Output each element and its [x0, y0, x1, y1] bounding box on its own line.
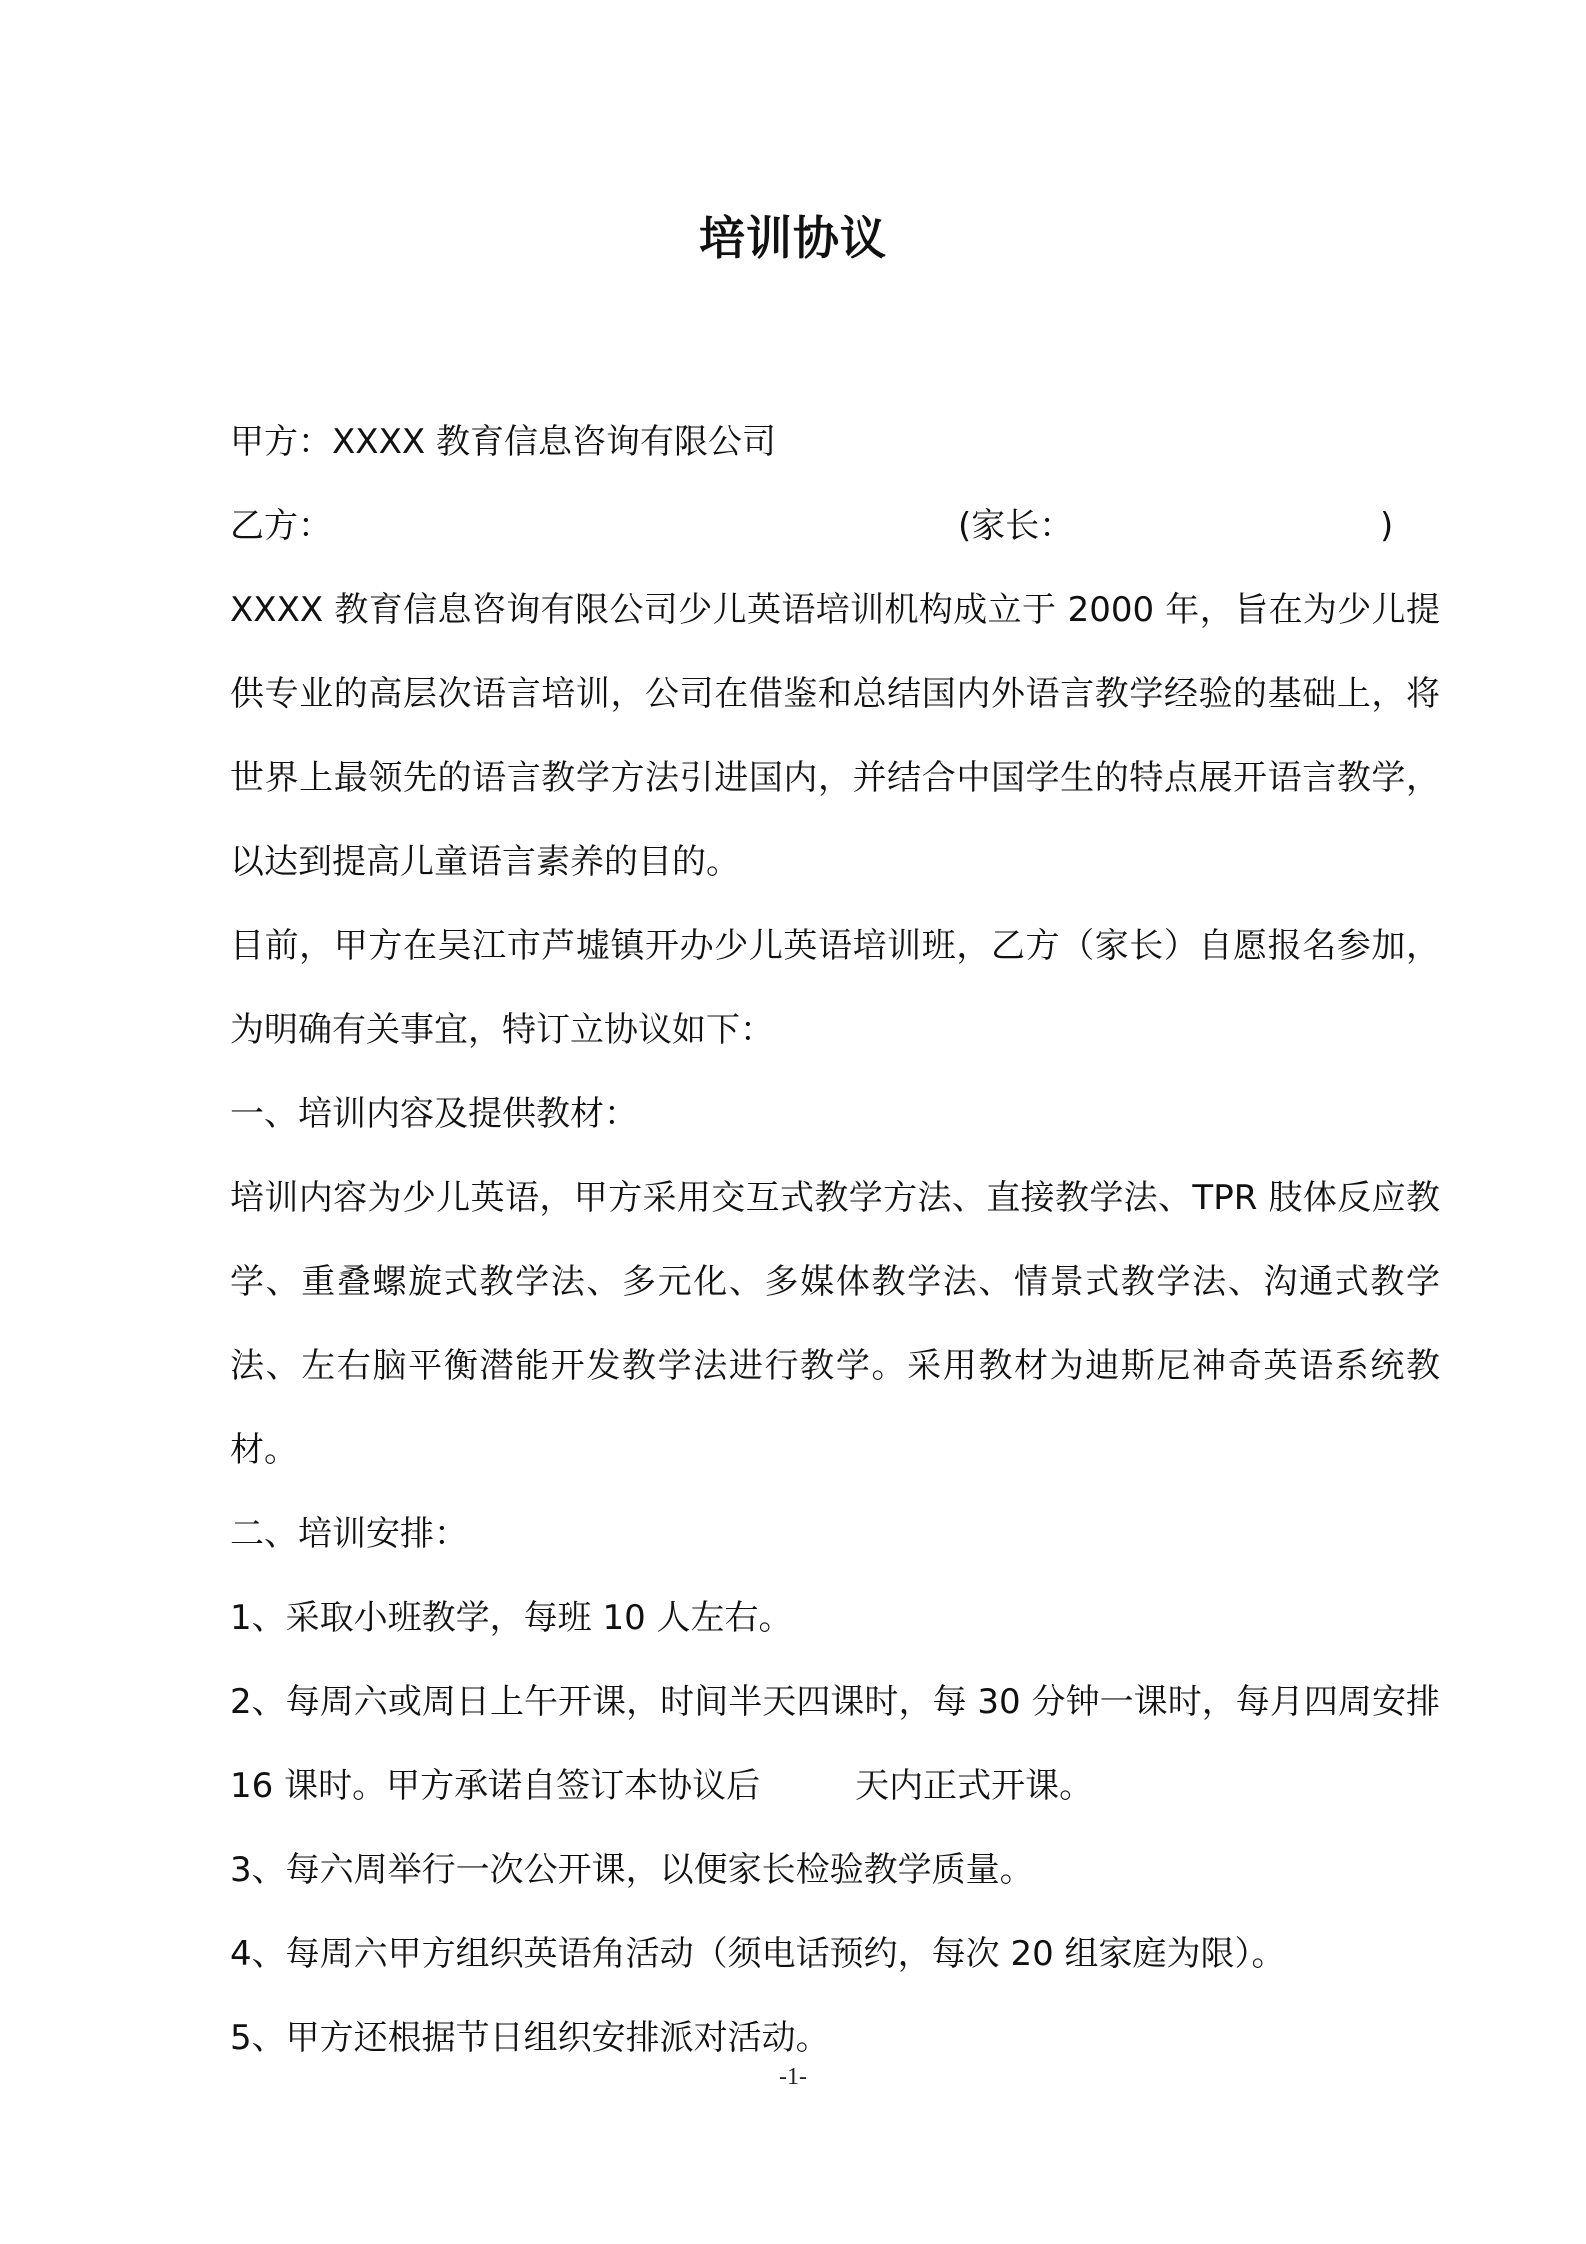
section-2-item-3: 3、每六周举行一次公开课，以便家长检验教学质量。 — [230, 1850, 1034, 1890]
intro-paragraph: XXXX 教育信息咨询有限公司少儿英语培训机构成立于 2000 年，旨在为少儿提供专业的高层次语言培训，公司在借鉴和总结国内外语言教学经验的基础上，将世界上最领先的语言教学方法引进国内，并结合中国学生的特点展开语言教学，以达到提高儿童语言素养的目的。 — [230, 590, 1440, 882]
party-b-label: 乙方： — [230, 506, 332, 546]
guardian-close-paren: ) — [1380, 506, 1394, 546]
section-2-heading: 二、培训安排： — [230, 1514, 468, 1554]
section-2-item-2-part-1: 2、每周六或周日上午开课，时间半天四课时，每 30 分钟一课时，每月四周安排 16 课时。甲方承诺自签订本协议后 — [230, 1682, 1440, 1806]
section-1-text: 培训内容为少儿英语，甲方采用交互式教学方法、直接教学法、TPR 肢体反应教学、重叠螺旋式教学法、多元化、多媒体教学法、情景式教学法、沟通式教学法、左右脑平衡潜能开发教学法进行教学。采用教材为迪斯尼神奇英语系统教材。 — [230, 1178, 1440, 1470]
section-2-item-4: 4、每周六甲方组织英语角活动（须电话预约，每次 20 组家庭为限）。 — [230, 1934, 1286, 1974]
section-2-item-2-part-2: 天内正式开课。 — [855, 1766, 1094, 1806]
party-b-line — [230, 484, 1440, 568]
document-title: 培训协议 — [699, 211, 887, 265]
page-number: -1- — [779, 2064, 807, 2090]
section-2-item-2 — [230, 1660, 1440, 1828]
section-1-heading: 一、培训内容及提供教材： — [230, 1094, 638, 1134]
document-body — [230, 400, 1440, 2080]
purpose-paragraph: 目前，甲方在吴江市芦墟镇开办少儿英语培训班，乙方（家长）自愿报名参加，为明确有关事宜，特订立协议如下： — [230, 926, 1440, 1050]
guardian-label: (家长： — [958, 506, 1074, 546]
section-2-item-1: 1、采取小班教学，每班 10 人左右。 — [230, 1598, 793, 1638]
section-2-item-5: 5、甲方还根据节日组织安排派对活动。 — [230, 2018, 830, 2058]
party-a-line: 甲方：XXXX 教育信息咨询有限公司 — [230, 422, 776, 462]
